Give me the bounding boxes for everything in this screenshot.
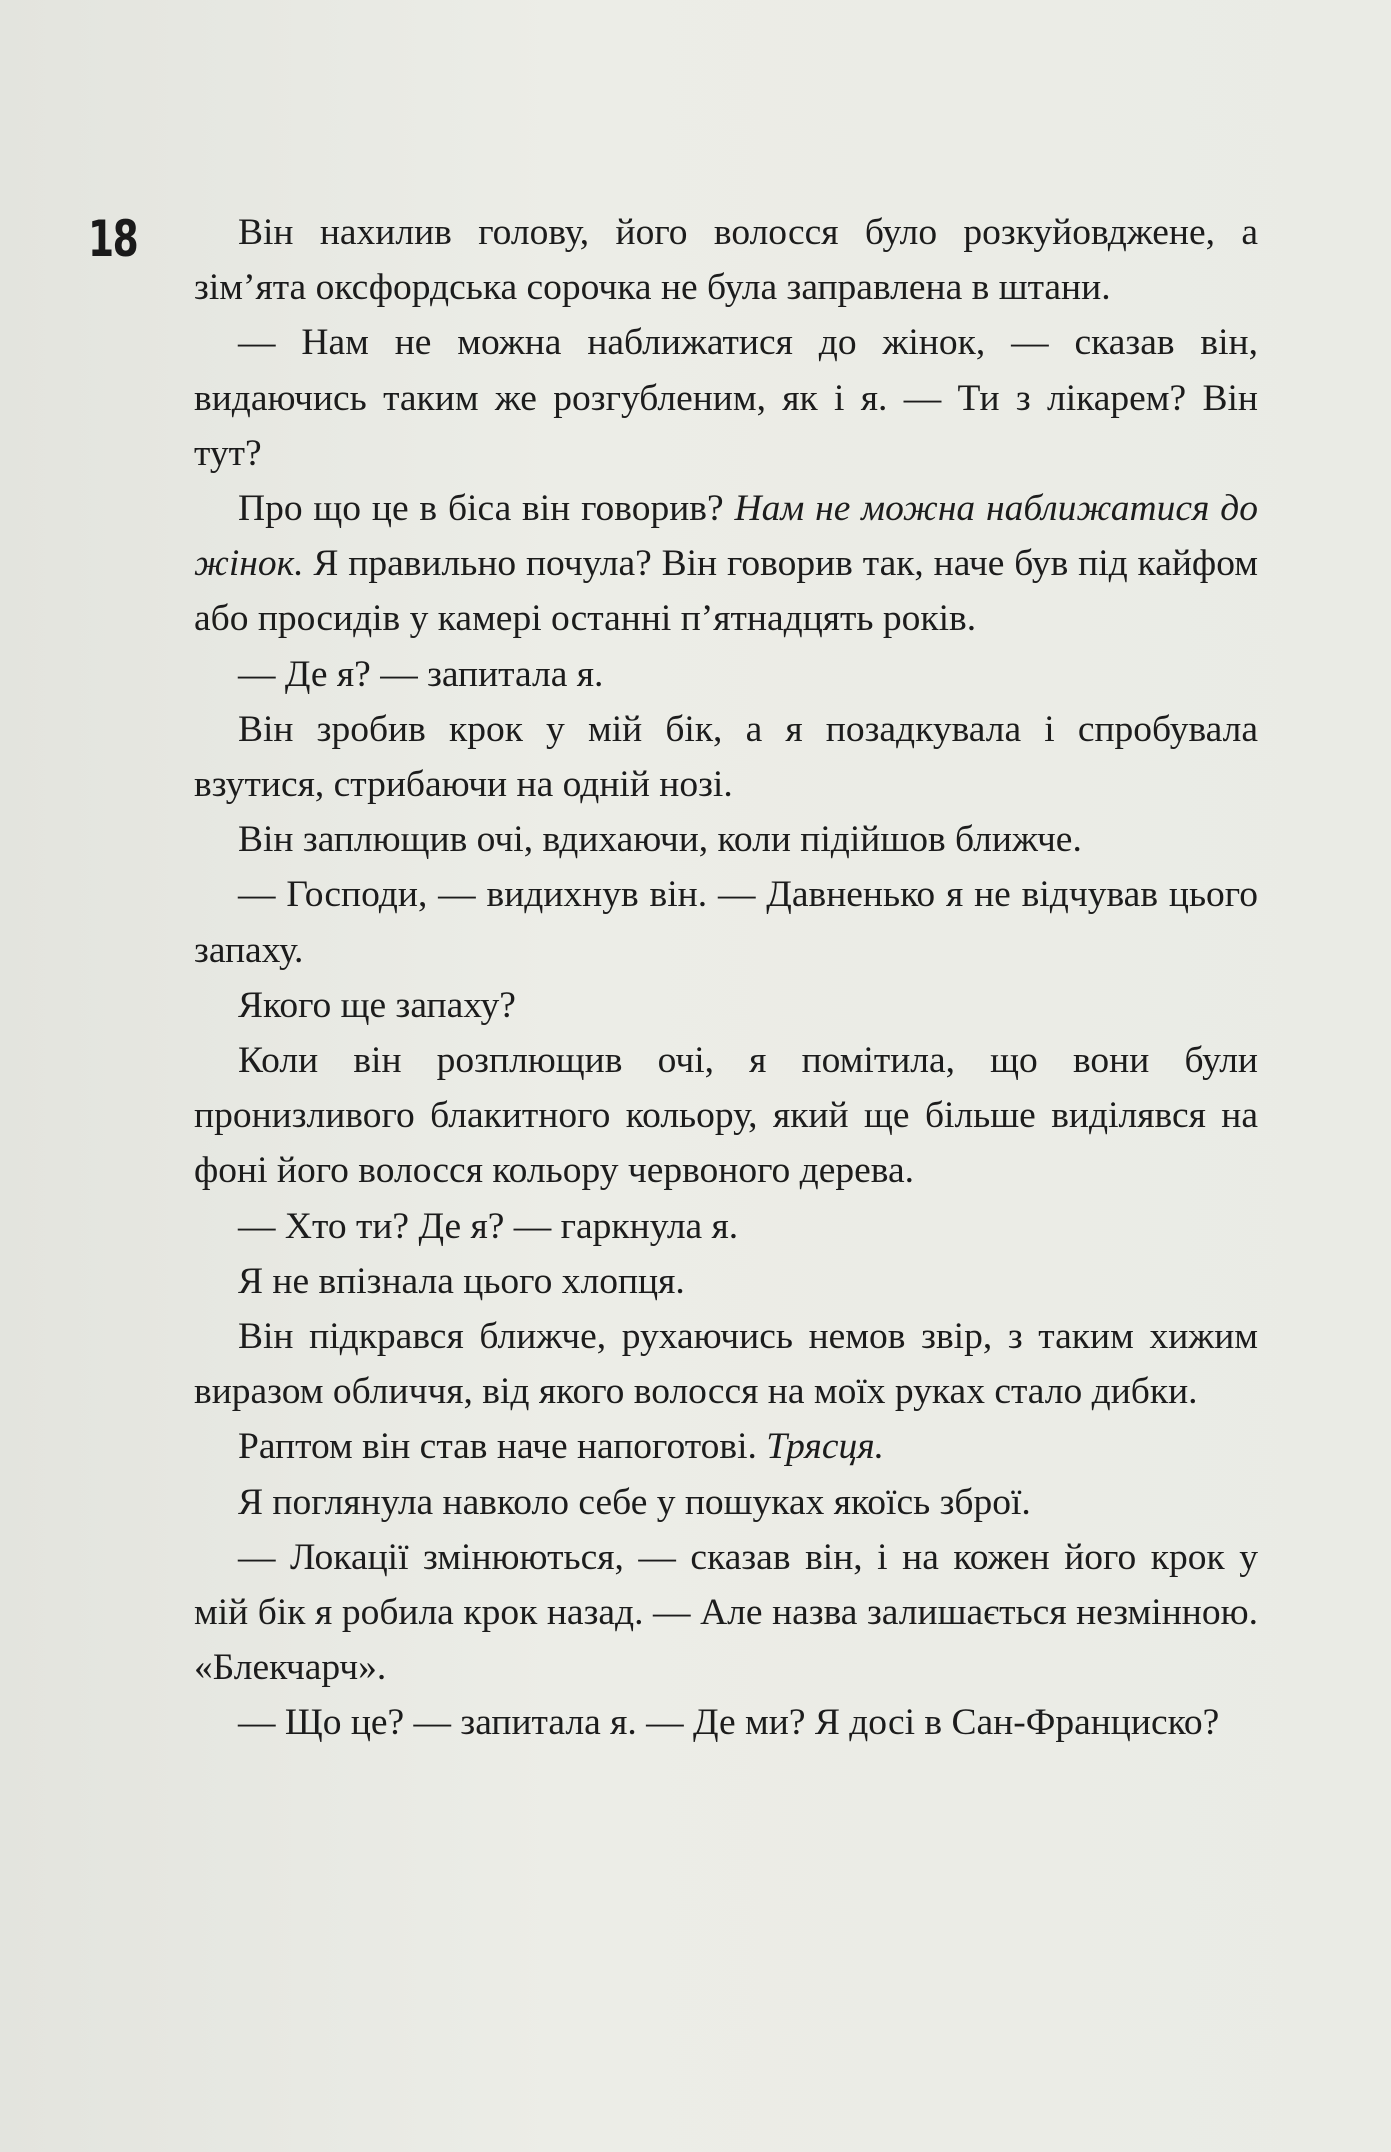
body-text — [194, 205, 1258, 1751]
italic-phrase: Трясця. — [766, 1426, 885, 1468]
paragraph: — Локації змінюються, — сказав він, і на кожен його крок у мій бік я робила крок назад. — Але назва залишається незмінною. «Блекчарч». — [194, 1536, 1258, 1689]
paragraph: Про що це в біса він говорив? Нам не можна наближатися до жінок. Я правильно почула? Він говорив так, наче був під кайфом або просидів у камері останні п’ятнадцять років. — [194, 488, 1258, 640]
paragraph: Коли він розплющив очі, я помітила, що вони були пронизливого блакитного кольору, який ще більше виділявся на фоні його волосся кольору червоного дерева. — [194, 1040, 1258, 1192]
paragraph: Він зробив крок у мій бік, а я позадкувала і спробувала взутися, стрибаючи на одній нозі. — [194, 708, 1258, 806]
paragraph: Якого ще запаху? — [238, 984, 516, 1026]
paragraph: Він підкрався ближче, рухаючись немов звір, з таким хижим виразом обличчя, від якого волосся на моїх руках стало дибки. — [194, 1316, 1258, 1413]
paragraph: — Господи, — видихнув він. — Давненько я не відчував цього запаху. — [194, 874, 1258, 971]
paragraph: Він заплющив очі, вдихаючи, коли підійшов ближче. — [238, 819, 1082, 861]
page-number: 18 — [88, 210, 138, 268]
paragraph: — Де я? — запитала я. — [238, 653, 604, 695]
paragraph: Я поглянула навколо себе у пошуках якоїсь зброї. — [238, 1481, 1031, 1523]
paragraph: — Хто ти? Де я? — гаркнула я. — [238, 1205, 739, 1247]
paragraph: Він нахилив голову, його волосся було розкуйовджене, а зім’ята оксфордська сорочка не була заправлена в штани. — [194, 212, 1258, 309]
paragraph: Я не впізнала цього хлопця. — [238, 1260, 685, 1302]
paragraph: — Що це? — запитала я. — Де ми? Я досі в Сан-Франциско? — [238, 1702, 1220, 1744]
paragraph: Раптом він став наче напоготові. Трясця. — [238, 1426, 885, 1468]
paragraph: — Нам не можна наближатися до жінок, — сказав він, видаючись таким же розгубленим, як і я. — Ти з лікарем? Він тут? — [194, 322, 1258, 474]
italic-phrase: Нам не можна наближатися до жінок. — [194, 488, 1258, 585]
